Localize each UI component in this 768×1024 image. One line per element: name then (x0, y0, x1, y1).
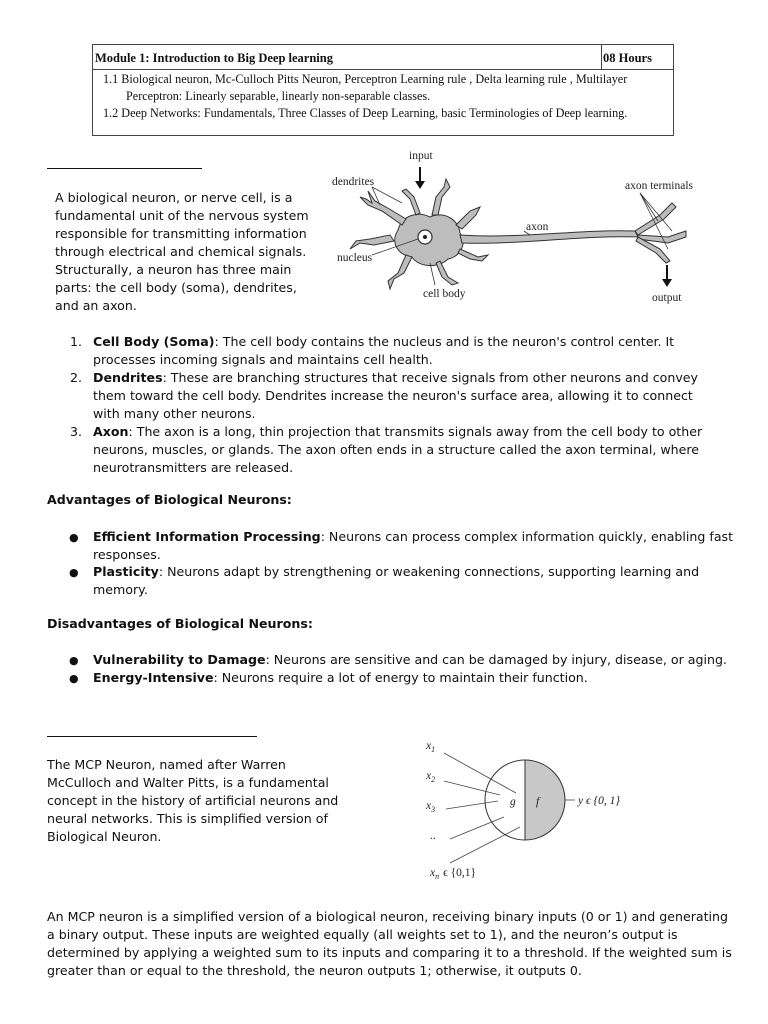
list-item-cont: processes incoming signals and maintains cell health. (93, 352, 433, 367)
list-number: 3. (70, 424, 83, 439)
label-axon: axon (526, 221, 549, 233)
list-item-cont: neurotransmitters are released. (93, 460, 294, 475)
neuron-diagram (320, 145, 715, 310)
list-item: Vulnerability to Damage: Neurons are sensitive and can be damaged by injury, disease, or aging. (93, 652, 727, 667)
label-input: input (409, 150, 433, 162)
label-xn: $x_n$ ϵ {0,1} (430, 867, 477, 881)
section-rule (47, 736, 257, 737)
advantages-heading: Advantages of Biological Neurons: (47, 492, 292, 507)
label-dendrites: dendrites (332, 176, 375, 188)
desc-line: An MCP neuron is a simplified version of a biological neuron, receiving binary inputs (0 or 1) and generating (47, 909, 729, 924)
intro-line: Structurally, a neuron has three main (55, 262, 292, 277)
intro-line: A biological neuron, or nerve cell, is a (55, 190, 293, 205)
list-number: 1. (70, 334, 83, 349)
list-item: Dendrites: These are branching structures that receive signals from other neurons and convey (93, 370, 698, 385)
mcp-line: Biological Neuron. (47, 829, 162, 844)
list-item-cont: them toward the cell body. Dendrites increase the neuron's surface area, allowing it to connect (93, 388, 693, 403)
desc-line: determined by applying a weighted sum to its inputs and comparing it to a threshold. If the weighted sum is (47, 945, 732, 960)
mcp-line: The MCP Neuron, named after Warren (47, 757, 286, 772)
bullet: ● (69, 566, 79, 579)
list-item-cont: neurons, muscles, or glands. The axon often ends in a structure called the axon terminal, where (93, 442, 700, 457)
table-divider (601, 45, 602, 69)
label-x2: $x_2$ (426, 770, 436, 784)
intro-line: fundamental unit of the nervous system (55, 208, 309, 223)
desc-line: a binary output. These inputs are weighted equally (all weights set to 1), and the neuron’s output is (47, 927, 678, 942)
list-item-cont: with many other neurons. (93, 406, 256, 421)
list-item: Efficient Information Processing: Neurons can process complex information quickly, enabling fast (93, 529, 734, 544)
label-y-output: y ϵ {0, 1} (578, 795, 620, 807)
intro-line: and an axon. (55, 298, 137, 313)
list-item: Cell Body (Soma): The cell body contains the nucleus and is the neuron's control center. It (93, 334, 675, 349)
list-item-cont: responses. (93, 547, 161, 562)
intro-line: parts: the cell body (soma), dendrites, (55, 280, 297, 295)
label-dots: .. (430, 830, 436, 842)
label-axon-terminals: axon terminals (625, 180, 694, 192)
module-hours: 08 Hours (603, 51, 652, 65)
disadvantages-heading: Disadvantages of Biological Neurons: (47, 616, 313, 631)
mcp-line: concept in the history of artificial neurons and (47, 793, 339, 808)
mcp-neuron-diagram (420, 735, 660, 885)
label-x3: $x_3$ (426, 800, 436, 814)
bullet: ● (69, 654, 79, 667)
term-axon: Axon (93, 424, 129, 439)
list-item: Energy-Intensive: Neurons require a lot of energy to maintain their function. (93, 670, 588, 685)
mcp-line: neural networks. This is simplified version of (47, 811, 328, 826)
desc-line: greater than or equal to the threshold, the neuron outputs 1; otherwise, it outputs 0. (47, 963, 582, 978)
topic-1-1-line1: 1.1 Biological neuron, Mc-Culloch Pitts Neuron, Perceptron Learning rule , Delta learning rule , Multilayer (103, 72, 628, 86)
label-cell-body: cell body (423, 288, 466, 300)
topic-1-2: 1.2 Deep Networks: Fundamentals, Three Classes of Deep Learning, basic Terminologies of Deep learning. (103, 106, 628, 120)
module-table (92, 44, 674, 136)
intro-line: through electrical and chemical signals. (55, 244, 307, 259)
intro-line: responsible for transmitting information (55, 226, 307, 241)
section-rule (47, 168, 202, 169)
list-number: 2. (70, 370, 83, 385)
label-nucleus: nucleus (337, 252, 373, 264)
label-f: f (536, 796, 540, 808)
mcp-line: McCulloch and Walter Pitts, is a fundamental (47, 775, 329, 790)
label-output: output (652, 292, 682, 304)
module-header-row (93, 45, 673, 70)
list-item: Plasticity: Neurons adapt by strengthening or weakening connections, supporting learning and (93, 564, 700, 579)
topic-1-1-line2: Perceptron: Linearly separable, linearly non-separable classes. (126, 89, 431, 103)
bullet: ● (69, 672, 79, 685)
label-g: g (510, 796, 516, 808)
bullet: ● (69, 531, 79, 544)
term-cell-body: Cell Body (Soma) (93, 334, 215, 349)
label-x1: $x_1$ (426, 740, 436, 754)
list-item-cont: memory. (93, 582, 148, 597)
term-dendrites: Dendrites (93, 370, 163, 385)
module-title: Module 1: Introduction to Big Deep learning (95, 51, 333, 65)
list-item: Axon: The axon is a long, thin projection that transmits signals away from the cell body to other (93, 424, 703, 439)
